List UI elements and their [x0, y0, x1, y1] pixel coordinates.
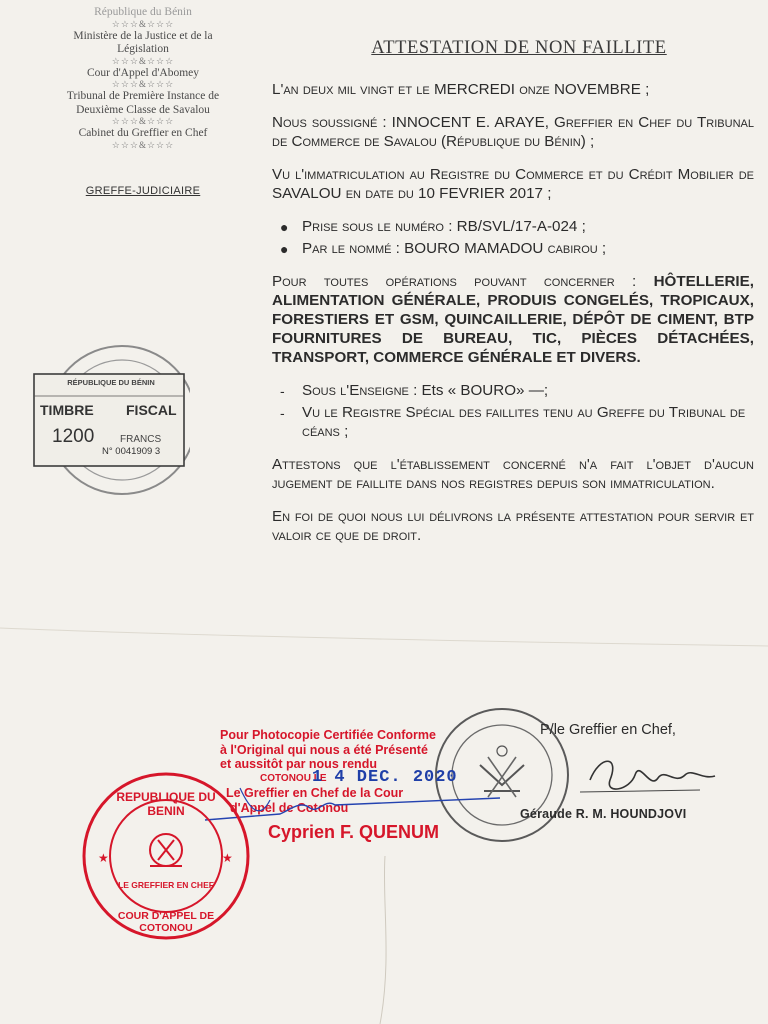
ornament: ☆☆☆&☆☆☆ — [111, 79, 175, 89]
department-label: GREFFE-JUDICIAIRE — [85, 184, 201, 197]
dash-icon: - — [280, 383, 285, 399]
registration-paragraph: Vu l'immatriculation au Registre du Commerce et du Crédit Mobilier de SAVALOU en date du 10 FEVRIER 2017 ; — [272, 166, 754, 202]
letterhead-line: Cabinet du Greffier en Chef — [78, 127, 208, 139]
operations-intro: Pour toutes opérations pouvant concerner : — [272, 273, 637, 290]
operations-list: HÔTELLERIE, ALIMENTATION GÉNÉRALE, PRODUIS CONGELÉS, TROPICAUX, FORESTIERS ET GSM, QUINCAILLERIE, DÉPÔT DE CIMENT, BTP FOURNITURES DE BUREAU, TIC, PIÈCES DÉTACHÉES, TRANSPORT, COMMERCE GÉNÉRALE ET DIVERS. — [272, 273, 754, 366]
closing-paragraph: En foi de quoi nous lui délivrons la présente attestation pour servir et valoir ce que de droit. — [272, 508, 754, 544]
svg-text:★: ★ — [98, 851, 109, 865]
letterhead-line: Législation — [117, 43, 169, 55]
letterhead-line: Cour d'Appel d'Abomey — [86, 66, 200, 79]
name-value: BOURO MAMADOU cabirou ; — [404, 240, 607, 257]
certification-line: Le Greffier en Chef de la Cour — [226, 786, 404, 800]
certification-line: COTONOU LE — [260, 772, 327, 784]
sign-label: Sous l'Enseigne : — [302, 382, 418, 399]
certification-line: d'Appel de Cotonou — [230, 800, 349, 815]
special-register: Vu le Registre Spécial des faillites tenu au Greffe du Tribunal de céans ; — [302, 404, 746, 440]
ornament: ☆☆☆&☆☆☆ — [111, 139, 175, 150]
letterhead-line: Ministère de la Justice et de la — [73, 29, 213, 42]
ornament: ☆☆☆&☆☆☆ — [111, 55, 175, 66]
certifier-name: Cyprien F. QUENUM — [268, 822, 440, 842]
red-seal-inner: LE GREFFIER EN CHEF — [118, 880, 214, 890]
certification-line: à l'Original qui nous a été Présenté — [220, 742, 428, 757]
name-label: Par le nommé : — [302, 240, 400, 257]
dash-icon: - — [280, 405, 285, 421]
attestation-paragraph: Attestons que l'établissement concerné n'a fait l'objet d'aucun jugement de faillite dans nos registres depuis son immatriculation. — [272, 456, 754, 492]
certification-line: et aussitôt par nous rendu — [220, 757, 377, 771]
letterhead-line: République du Bénin — [94, 6, 192, 18]
fiscal-label-right: FISCAL — [126, 402, 177, 418]
fiscal-country: RÉPUBLIQUE DU BÉNIN — [67, 378, 155, 387]
signatory-name: Géraude R. M. HOUNDJOVI — [520, 807, 687, 821]
bullet-icon: ● — [280, 241, 289, 257]
date-paragraph: L'an deux mil vingt et le MERCREDI onze NOVEMBRE ; — [272, 81, 650, 98]
page-title: ATTESTATION DE NON FAILLITE — [371, 38, 667, 58]
certification-date: 1 4 DEC. 2020 — [312, 768, 458, 787]
number-value: RB/SVL/17-A-024 ; — [456, 218, 586, 235]
letterhead-line: Deuxième Classe de Savalou — [76, 103, 210, 116]
fiscal-serial: N° 0041909 3 — [102, 446, 161, 457]
fiscal-amount: 1200 — [52, 426, 95, 447]
fiscal-label-left: TIMBRE — [40, 402, 94, 418]
red-seal-top: REPUBLIQUE DU BENIN — [116, 790, 216, 818]
ornament: ☆☆☆&☆☆☆ — [111, 116, 175, 126]
bullet-icon: ● — [280, 219, 289, 235]
fiscal-currency: FRANCS — [120, 434, 162, 445]
certification-line: Pour Photocopie Certifiée Conforme — [220, 728, 436, 742]
signatory-paragraph: Nous soussigné : INNOCENT E. ARAYE, Greffier en Chef du Tribunal de Commerce de Savalou (République du Bénin) ; — [272, 114, 754, 150]
svg-text:★: ★ — [222, 851, 233, 865]
letterhead-line: Tribunal de Première Instance de — [66, 90, 220, 102]
number-label: Prise sous le numéro : — [302, 218, 453, 235]
ornament: ☆☆☆&☆☆☆ — [111, 18, 175, 29]
signature-role: P/le Greffier en Chef, — [540, 722, 676, 738]
red-seal-bottom: COUR D'APPEL DE COTONOU — [117, 910, 215, 934]
sign-value: Ets « BOURO» —; — [421, 382, 549, 399]
